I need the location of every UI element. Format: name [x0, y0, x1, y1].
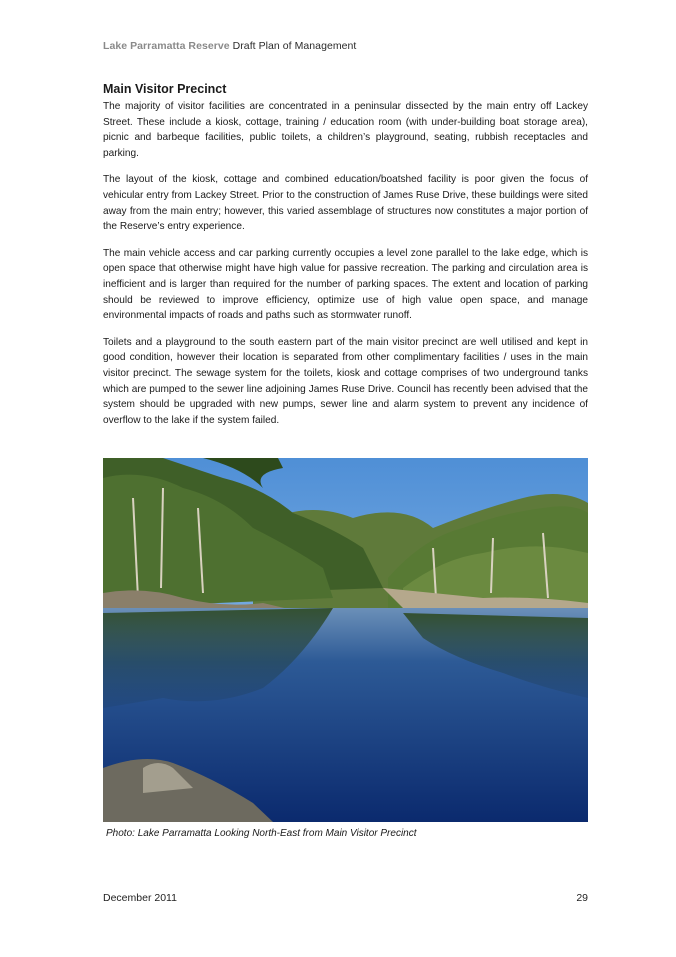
section-body: [103, 99, 588, 439]
paragraph-4: Toilets and a playground to the south eastern part of the main visitor precinct are well utilised and kept in good condition, however their location is separated from other complimentary facilities / uses in the main visitor precinct. The sewage system for the toilets, kiosk and cottage comprises of two underground tanks which are pumped to the sewer line adjoining James Ruse Drive. Council has recently been advised that the system should be upgraded with new pumps, sewer line and alarm system to prevent any incidence of overflow to the lake if the system failed.: [103, 336, 588, 426]
header-document-title: Draft Plan of Management: [229, 40, 357, 52]
header-brand: Lake Parramatta Reserve: [103, 40, 230, 52]
lake-photo-illustration: [103, 458, 588, 822]
page-number: 29: [576, 892, 588, 904]
paragraph-3: The main vehicle access and car parking currently occupies a level zone parallel to the lake edge, which is open space that otherwise might have high value for passive recreation. The parking and circulation area is inefficient and is larger than required for the number of parking spaces. The extent and location of parking should be reviewed to improve efficiency, optimize use of high value open space, and manage environmental impacts of roads and paths such as stormwater runoff.: [103, 247, 588, 322]
lake-photo: [103, 458, 588, 822]
photo-caption: Photo: Lake Parramatta Looking North-East from Main Visitor Precinct: [106, 828, 417, 839]
running-header: [103, 40, 356, 52]
paragraph-2: The layout of the kiosk, cottage and combined education/boatshed facility is poor given the focus of vehicular entry from Lackey Street. Prior to the construction of James Ruse Drive, these buildings were sited away from the main entry; however, this varied assemblage of structures now constitutes a major portion of the Reserve’s entry experience.: [103, 174, 588, 233]
paragraph-1: The majority of visitor facilities are concentrated in a peninsular dissected by the main entry off Lackey Street. These include a kiosk, cottage, training / education room (with under-building boat storage area), picnic and barbeque facilities, public toilets, a children’s playground, seating, rubbish receptacles and parking.: [103, 101, 588, 159]
section-title: Main Visitor Precinct: [103, 82, 227, 96]
footer-date: December 2011: [103, 892, 177, 904]
